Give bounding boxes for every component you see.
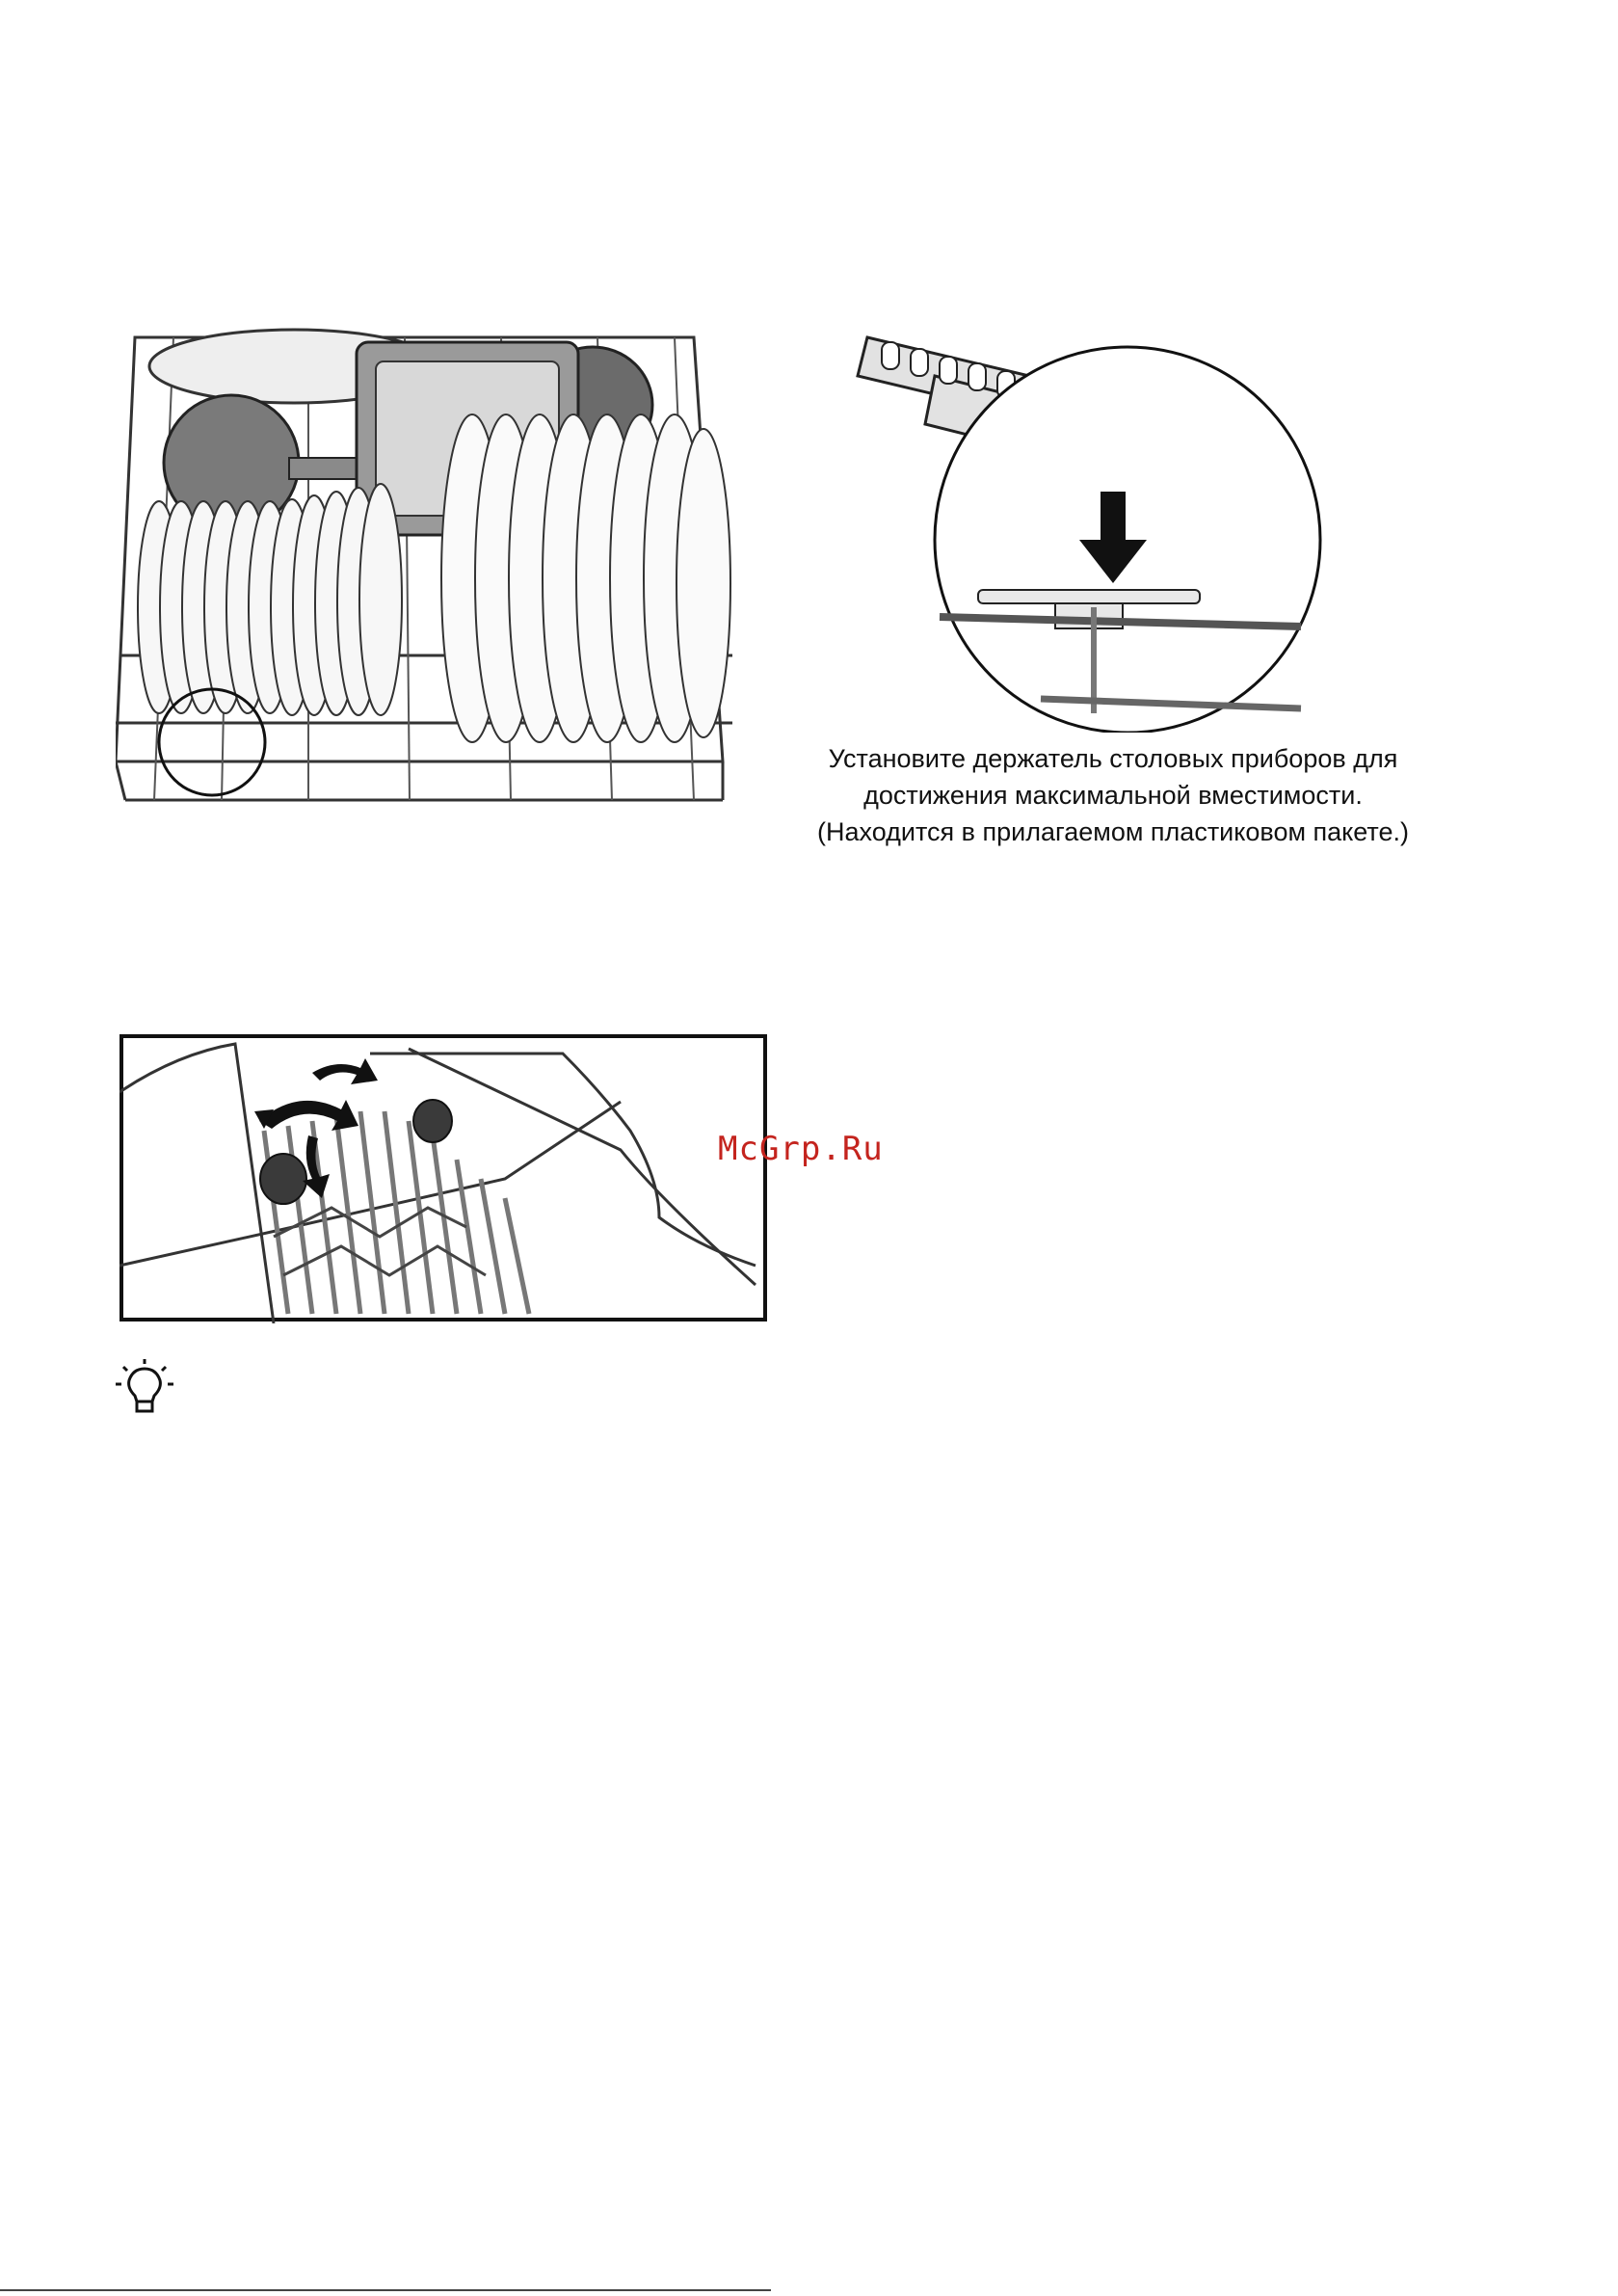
- caption-line-1: Установите держатель столовых приборов для: [828, 744, 1398, 773]
- lightbulb-icon: [116, 1359, 173, 1417]
- holder-caption: [761, 740, 1465, 850]
- caption-line-3: (Находится в прилагаемом пластиковом пакете.): [817, 817, 1409, 846]
- caption-line-2: достижения максимальной вместимости.: [863, 781, 1363, 810]
- bottom-rule: [0, 2289, 771, 2291]
- cutlery-holder-illustration: [848, 318, 1330, 733]
- loaded-basket-illustration: [116, 318, 742, 829]
- folding-tines-illustration: [119, 1034, 767, 1323]
- watermark: McGrp.Ru: [718, 1130, 884, 1168]
